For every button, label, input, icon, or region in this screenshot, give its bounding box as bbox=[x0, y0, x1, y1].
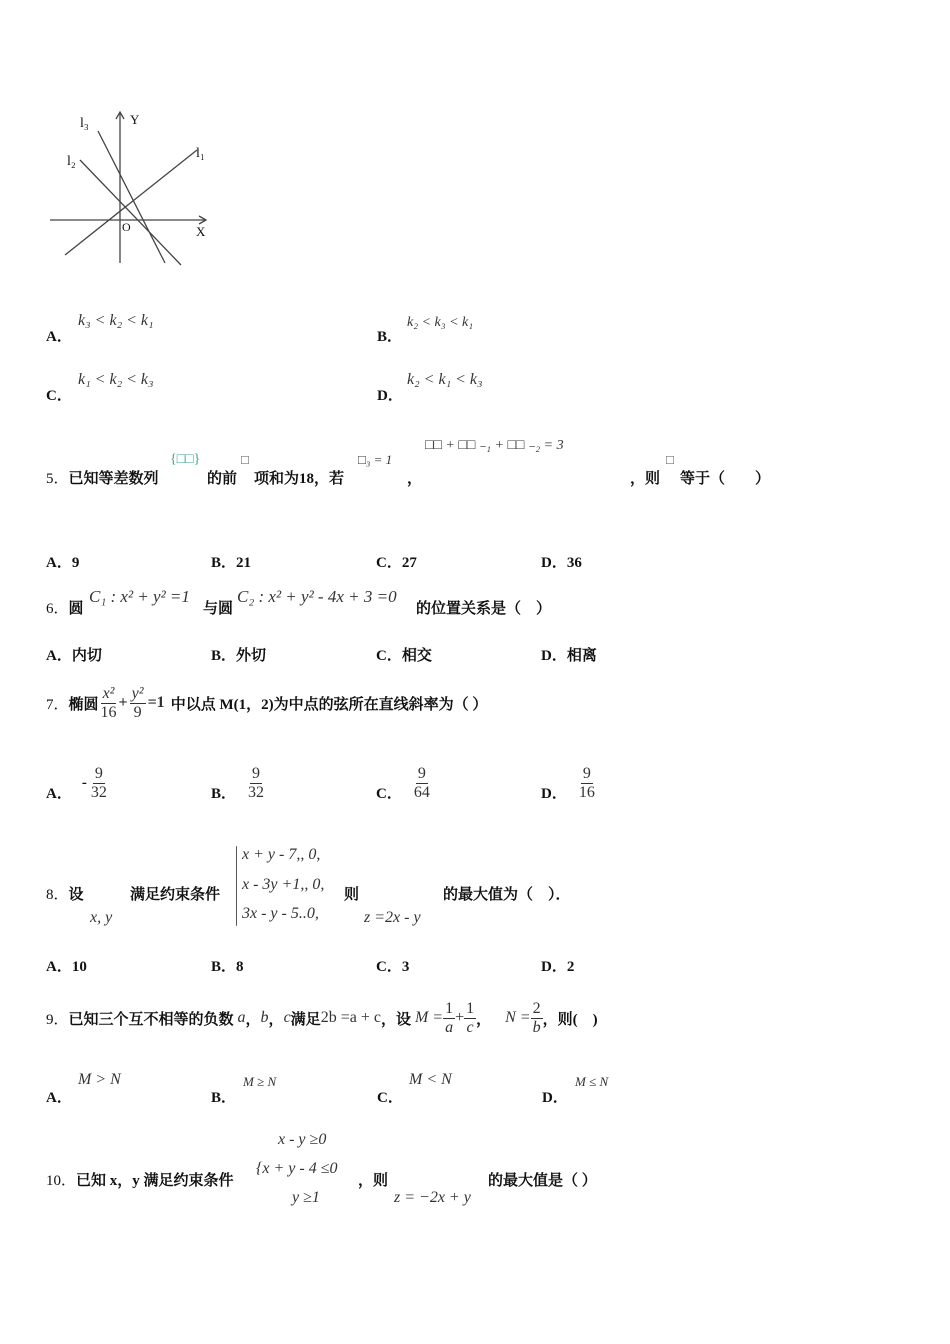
q6-stem: 6．圆 bbox=[46, 601, 84, 617]
q8-constraint-1: x + y - 7,, 0, bbox=[242, 846, 321, 863]
q10-stem: 10．已知 x，y 满足约束条件 bbox=[46, 1173, 234, 1189]
q6-option-c[interactable]: C．相交 bbox=[376, 648, 432, 664]
q5-option-a[interactable]: A．9 bbox=[46, 555, 80, 571]
q6-text: 的位置关系是（ ） bbox=[416, 601, 552, 617]
q6-text: 与圆 bbox=[203, 601, 234, 617]
q6-option-d[interactable]: D．相离 bbox=[541, 648, 597, 664]
q5-comma: ， bbox=[407, 471, 423, 487]
q5-text: ，则 bbox=[630, 471, 661, 487]
q10-constraint-1: x - y ≥0 bbox=[278, 1131, 327, 1148]
q8-text: 满足约束条件 bbox=[130, 887, 221, 903]
q9-option-a-label[interactable]: A． bbox=[46, 1090, 72, 1106]
q5-text: 的前 bbox=[207, 471, 238, 487]
q10-constraint-2: {x + y - 4 ≤0 bbox=[256, 1160, 338, 1177]
label-l2: l₂ bbox=[67, 154, 76, 169]
label-l1: l₁ bbox=[196, 146, 205, 161]
q4-option-c-label[interactable]: C． bbox=[46, 388, 72, 404]
q7-fraction-y: $\frac{\text{y²}}{9}$ bbox=[131, 684, 144, 721]
q8-option-b[interactable]: B．8 bbox=[211, 959, 244, 975]
q7-option-d[interactable]: D． 9 16 bbox=[541, 764, 595, 802]
q8-stem: 8．设 bbox=[46, 887, 84, 903]
q9-option-b-label[interactable]: B． bbox=[211, 1090, 237, 1106]
q8-option-a[interactable]: A．10 bbox=[46, 959, 87, 975]
q9-stem: 9． 已知三个互不相等的负数 a ， b ， c 满足 2b =a + c ，设 M = $\frac{1}{a}$ + $\frac{1}{c}$ ， N = $\frac{2}{b}$ ，则( ) bbox=[46, 999, 598, 1036]
q7-stem: 7． 椭圆 x² 16 + $\frac{\text{y²}}{9}$ =1 中以点 M(1，2)为中点的弦所在直线斜率为（ ） bbox=[46, 684, 488, 721]
q4-option-a-label[interactable]: A． bbox=[46, 329, 72, 345]
q9-option-c-label[interactable]: C． bbox=[377, 1090, 403, 1106]
q8-constraint-3: 3x - y - 5..0, bbox=[242, 905, 319, 922]
q7-options bbox=[46, 760, 666, 810]
q6-option-b[interactable]: B．外切 bbox=[211, 648, 267, 664]
q5-option-b[interactable]: B．21 bbox=[211, 555, 252, 571]
q5-n: □ bbox=[666, 452, 674, 467]
q7-option-c[interactable]: C． 9 64 bbox=[376, 764, 430, 802]
q5-stem bbox=[46, 467, 159, 488]
q8-text: 的最大值为（ ）． bbox=[443, 887, 571, 903]
line-l2 bbox=[80, 160, 181, 265]
q7-option-a[interactable]: A． - 9 32 bbox=[46, 764, 107, 802]
q5-text: 项和为18，若 bbox=[254, 471, 345, 487]
q5-option-d[interactable]: D．36 bbox=[541, 555, 582, 571]
label-origin: O bbox=[122, 220, 131, 234]
q9-option-c[interactable]: M < N bbox=[409, 1071, 452, 1088]
q4-option-b[interactable]: k₂ < k₃ < k₁ bbox=[407, 315, 474, 330]
q8-option-d[interactable]: D．2 bbox=[541, 959, 575, 975]
line-l3 bbox=[98, 131, 165, 263]
q8-objective: z =2x - y bbox=[364, 909, 421, 926]
q6-option-a[interactable]: A．内切 bbox=[46, 648, 102, 664]
q8-brace bbox=[236, 846, 237, 926]
q8-constraint-2: x - 3y +1,, 0, bbox=[242, 876, 325, 893]
q5-condition-2: □□ + □□ ₋₁ + □□ ₋₂ = 3 bbox=[425, 438, 564, 453]
q7-fraction-x: x² 16 bbox=[100, 684, 117, 721]
q4-option-c[interactable]: k₁ < k₂ < k₃ bbox=[78, 371, 154, 388]
q7-option-b[interactable]: B． 9 32 bbox=[211, 764, 265, 802]
q5-text: 已知等差数列 bbox=[68, 471, 159, 487]
q8-vars: x, y bbox=[90, 909, 113, 926]
q10-text: 的最大值是（ ） bbox=[488, 1173, 597, 1189]
q4-option-a[interactable]: k₃ < k₂ < k₁ bbox=[78, 312, 154, 329]
q9-option-a[interactable]: M > N bbox=[78, 1071, 121, 1088]
q10-constraint-3: y ≥1 bbox=[292, 1189, 320, 1206]
label-x: X bbox=[196, 224, 206, 239]
q5-option-c[interactable]: C．27 bbox=[376, 555, 417, 571]
q5-condition-1: □₃ = 1 bbox=[358, 452, 393, 467]
q10-objective: z = −2x + y bbox=[394, 1189, 471, 1206]
q4-option-b-label[interactable]: B． bbox=[377, 329, 403, 345]
q8-text: 则 bbox=[344, 887, 360, 903]
q5-number: 5． bbox=[46, 471, 69, 487]
q10-text: ，则 bbox=[358, 1173, 389, 1189]
q4-option-d-label[interactable]: D． bbox=[377, 388, 403, 404]
q5-n: □ bbox=[241, 452, 249, 467]
q4-option-d[interactable]: k₂ < k₁ < k₃ bbox=[407, 371, 483, 388]
q5-text: 等于（ ） bbox=[680, 471, 771, 487]
label-y: Y bbox=[130, 112, 140, 127]
q9-option-b[interactable]: M ≥ N bbox=[243, 1074, 277, 1089]
q9-option-d[interactable]: M ≤ N bbox=[575, 1074, 609, 1089]
label-l3: l₃ bbox=[80, 116, 89, 131]
q6-circle-2: C₂ : x² + y² - 4x + 3 =0 bbox=[237, 587, 397, 606]
q6-circle-1: C₁ : x² + y² =1 bbox=[89, 587, 190, 606]
q9-option-d-label[interactable]: D． bbox=[542, 1090, 568, 1106]
q5-sequence: {□□} bbox=[170, 452, 201, 467]
q8-option-c[interactable]: C．3 bbox=[376, 959, 410, 975]
lines-graph bbox=[45, 105, 220, 275]
